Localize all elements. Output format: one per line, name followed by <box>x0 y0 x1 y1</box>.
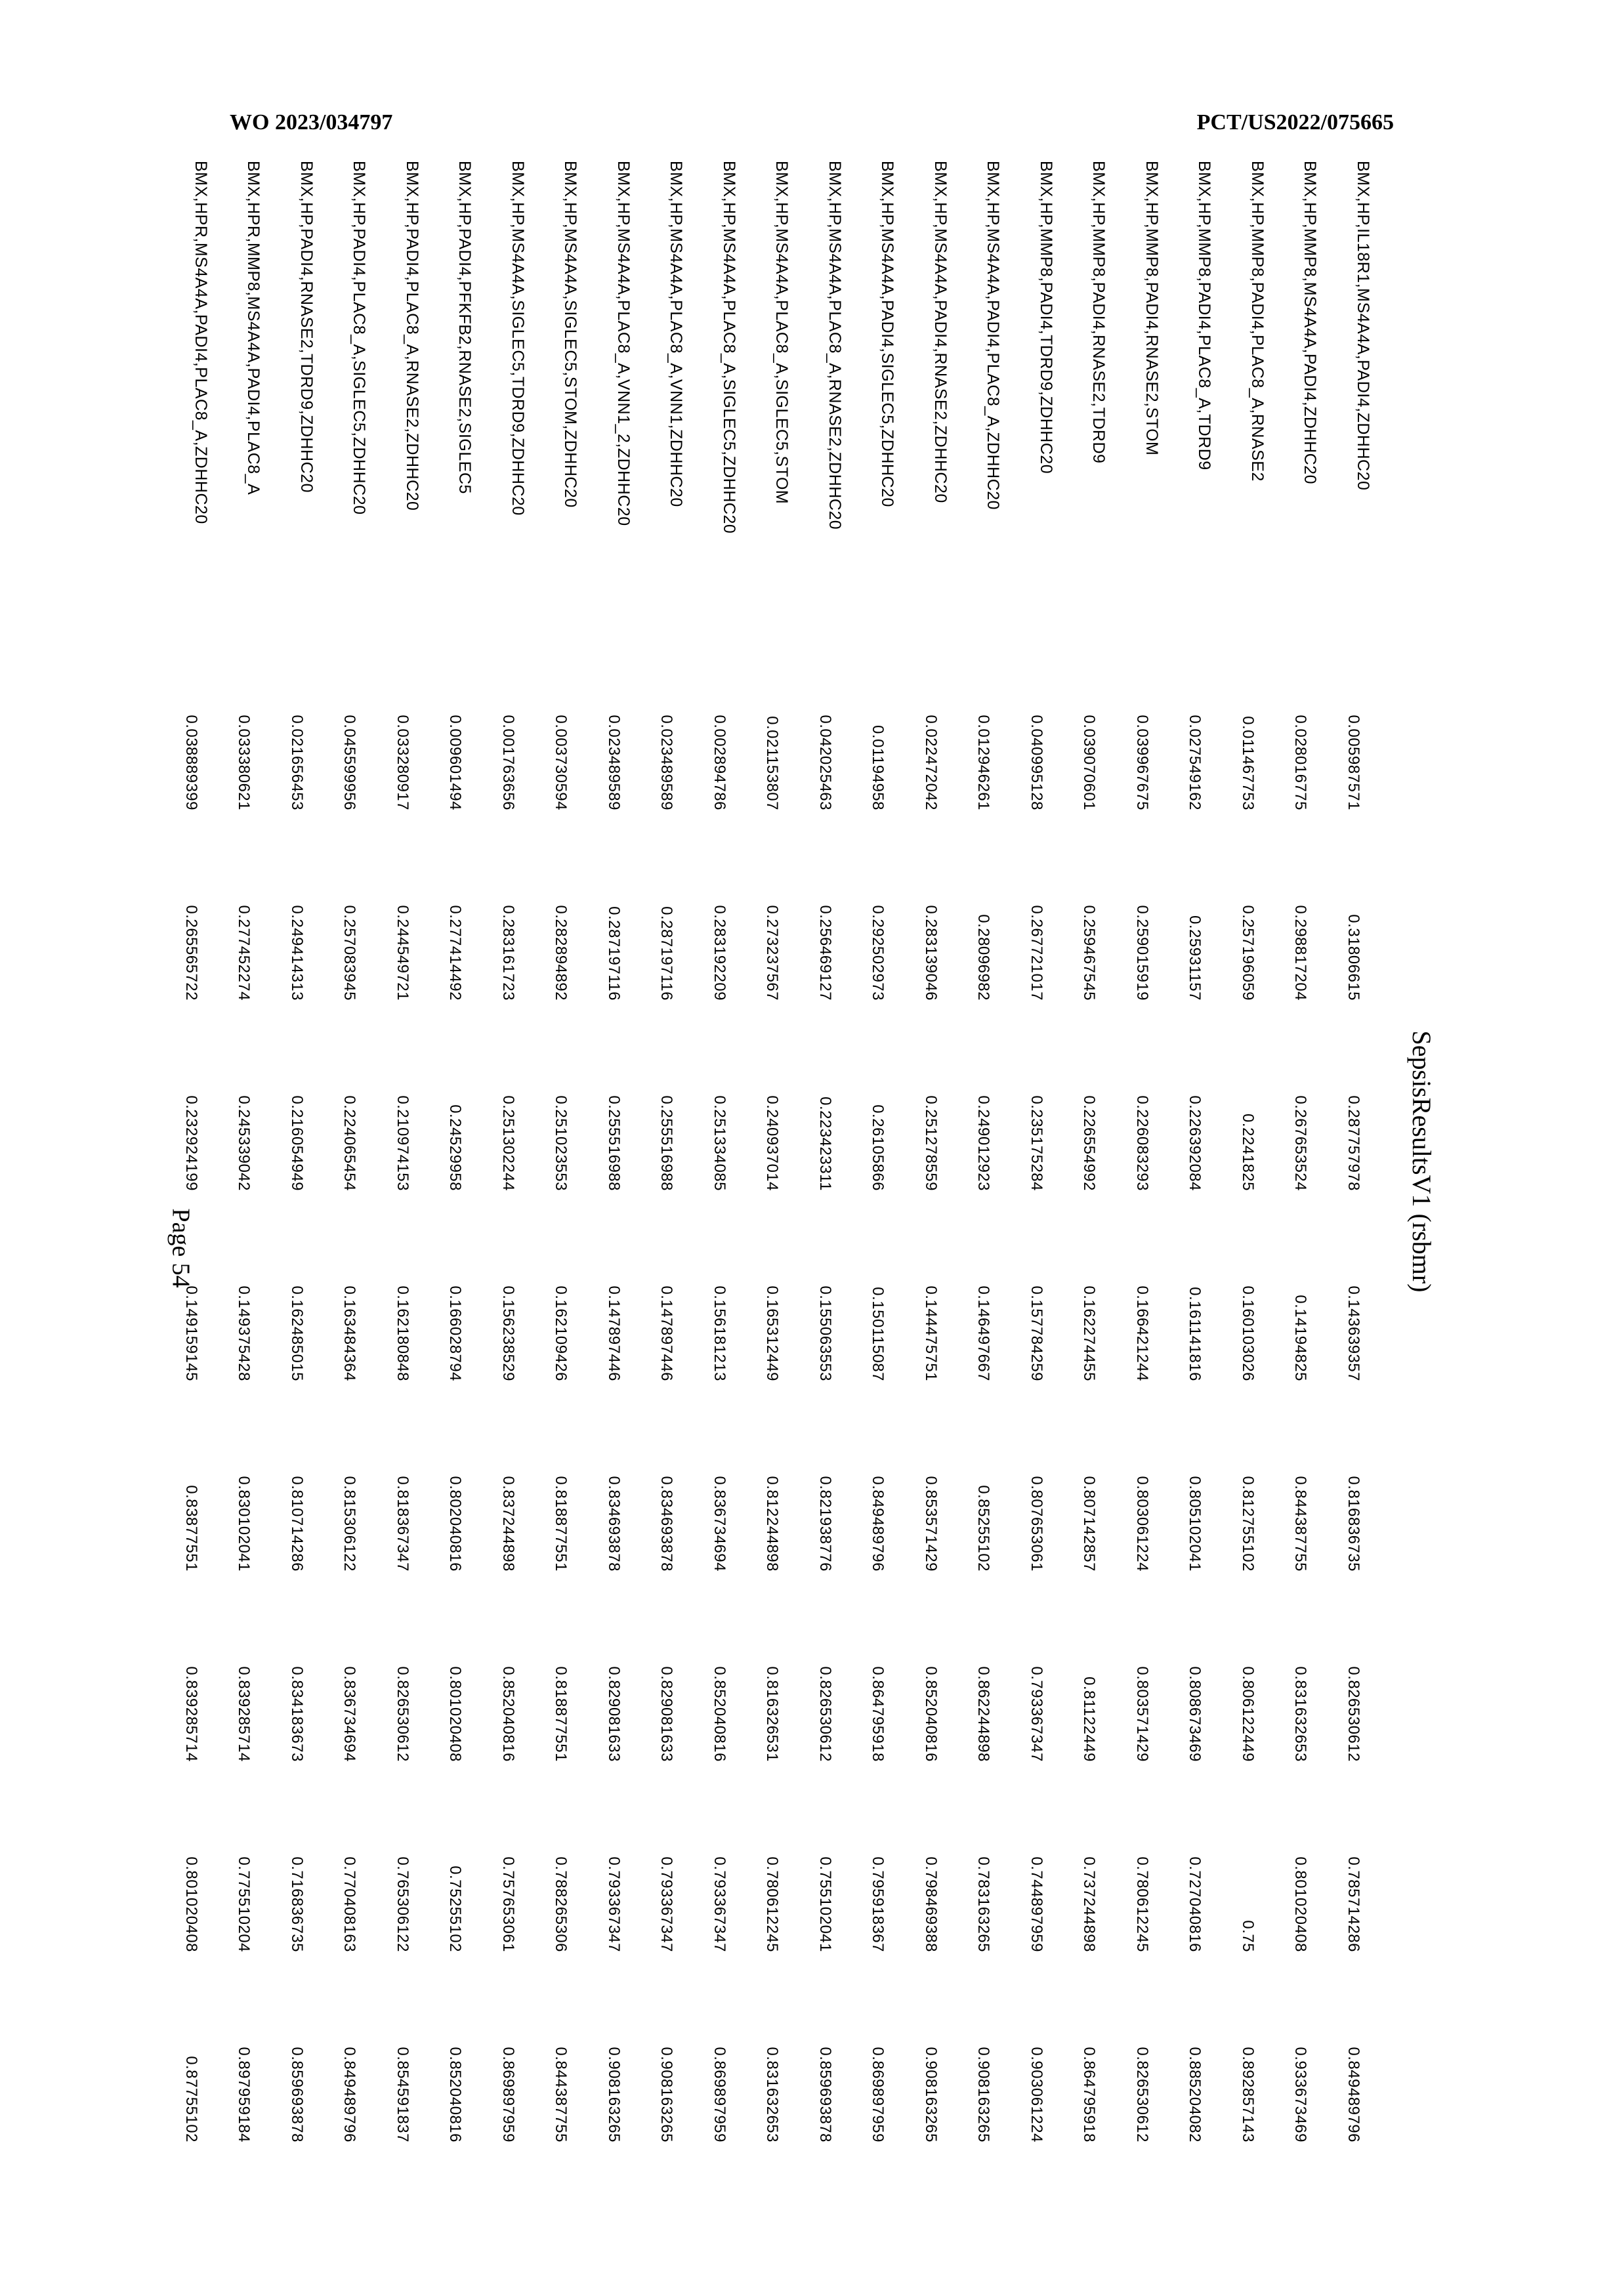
metric-value: 0.042025463 <box>816 715 834 810</box>
metric-value: 0.75 <box>1239 1920 1257 1952</box>
metric-value: 0.826530612 <box>1133 2047 1151 2142</box>
metric-value: 0.162109426 <box>552 1285 570 1381</box>
metric-value: 0.908163265 <box>922 2047 940 2142</box>
metric-value: 0.802040816 <box>446 1476 465 1572</box>
metric-value: 0.770408163 <box>341 1856 359 1952</box>
metric-value: 0.165312449 <box>763 1285 782 1381</box>
application-number: PCT/US2022/075665 <box>1196 110 1394 135</box>
metric-value: 0.859693878 <box>816 2047 834 2142</box>
metric-value: 0.801020408 <box>1292 1856 1310 1952</box>
metric-value: 0.147897446 <box>605 1285 623 1381</box>
table-row <box>1055 161 1108 2142</box>
metric-value: 0.040995128 <box>1028 715 1045 810</box>
gene-set-label: BMX,HP,MMP8,PADI4,RNASE2,STOM <box>1143 161 1161 456</box>
metric-value: 0.903061224 <box>1028 2047 1045 2142</box>
gene-set-label: BMX,HP,MS4A4A,PLAC8_A,VNN1_2,ZDHHC20 <box>614 161 633 526</box>
metric-value: 0.849489796 <box>1345 2047 1362 2142</box>
metric-value: 0.147897446 <box>658 1285 676 1381</box>
metric-value: 0.805102041 <box>1186 1476 1204 1572</box>
metric-value: 0.012946261 <box>975 715 993 810</box>
metric-value: 0.810714286 <box>288 1476 306 1572</box>
metric-value: 0.251023553 <box>552 1095 570 1191</box>
table-row <box>157 161 210 2142</box>
table-row <box>1160 161 1213 2142</box>
metric-value: 0.831632653 <box>1292 1666 1310 1762</box>
metric-value: 0.830102041 <box>235 1476 253 1572</box>
metric-value: 0.003730594 <box>552 715 570 810</box>
gene-set-label: BMX,HP,MMP8,MS4A4A,PADI4,ZDHHC20 <box>1301 161 1320 484</box>
metric-value: 0.256469127 <box>816 905 834 1001</box>
metric-value: 0.28096982 <box>975 914 993 1001</box>
metric-value: 0.24529958 <box>446 1104 465 1191</box>
metric-value: 0.853571429 <box>922 1476 940 1572</box>
gene-set-label: BMX,HP,PADI4,PLAC8_A,RNASE2,ZDHHC20 <box>403 161 421 511</box>
metric-value: 0.027549162 <box>1186 715 1204 810</box>
metric-value: 0.277452274 <box>235 905 253 1001</box>
gene-set-label: BMX,HP,MMP8,PADI4,TDRD9,ZDHHC20 <box>1037 161 1055 474</box>
metric-value: 0.826530612 <box>1345 1666 1362 1762</box>
metric-value: 0.257196059 <box>1239 905 1257 1001</box>
metric-value: 0.259015919 <box>1133 905 1151 1001</box>
metric-value: 0.85255102 <box>975 1485 993 1572</box>
metric-value: 0.162274455 <box>1080 1285 1099 1381</box>
metric-value: 0.852040816 <box>499 1666 517 1762</box>
metric-value: 0.021656453 <box>288 715 306 810</box>
metric-value: 0.273237567 <box>763 905 782 1001</box>
metric-value: 0.775510204 <box>235 1856 253 1952</box>
metric-value: 0.836734694 <box>711 1476 728 1572</box>
metric-value: 0.815306122 <box>341 1476 359 1572</box>
metric-value: 0.257083945 <box>341 905 359 1001</box>
metric-value: 0.277414492 <box>446 905 465 1001</box>
metric-value: 0.033280917 <box>394 715 411 810</box>
metric-value: 0.788265306 <box>552 1856 570 1952</box>
metric-value: 0.265565722 <box>182 905 200 1001</box>
metric-value: 0.160103026 <box>1239 1285 1257 1381</box>
gene-set-label: BMX,HP,MMP8,PADI4,RNASE2,TDRD9 <box>1089 161 1108 464</box>
metric-value: 0.849489796 <box>341 2047 359 2142</box>
metric-value: 0.245339042 <box>235 1095 253 1191</box>
metric-value: 0.839285714 <box>182 1666 200 1762</box>
metric-value: 0.021153807 <box>763 716 782 810</box>
table-title: SepsisResultsV1 (rsbmr) <box>1407 1030 1437 1293</box>
metric-value: 0.143639357 <box>1345 1285 1362 1381</box>
metric-value: 0.255516988 <box>658 1095 676 1191</box>
metric-value: 0.224065454 <box>341 1095 359 1191</box>
table-row <box>1108 161 1161 2142</box>
metric-value: 0.869897959 <box>711 2047 728 2142</box>
metric-value: 0.011467753 <box>1239 716 1257 810</box>
metric-value: 0.267721017 <box>1028 905 1045 1001</box>
page-number: Page 54 <box>167 1208 195 1288</box>
metric-value: 0.829081633 <box>605 1666 623 1762</box>
metric-value: 0.210974153 <box>394 1095 411 1191</box>
metric-value: 0.226392084 <box>1186 1095 1204 1191</box>
metric-value: 0.716836735 <box>288 1856 306 1952</box>
metric-value: 0.244549721 <box>394 905 411 1001</box>
metric-value: 0.897959184 <box>235 2047 253 2142</box>
metric-value: 0.803061224 <box>1133 1476 1151 1572</box>
metric-value: 0.744897959 <box>1028 1856 1045 1952</box>
gene-set-label: BMX,HP,MS4A4A,SIGLEC5,STOM,ZDHHC20 <box>561 161 580 508</box>
metric-value: 0.798469388 <box>922 1856 940 1952</box>
metric-value: 0.795918367 <box>869 1856 887 1952</box>
metric-value: 0.25931157 <box>1186 915 1204 1001</box>
metric-value: 0.826530612 <box>394 1666 411 1762</box>
gene-set-label: BMX,HP,MMP8,PADI4,PLAC8_A,TDRD9 <box>1195 161 1214 470</box>
metric-value: 0.249012923 <box>975 1095 993 1191</box>
metric-value: 0.149375428 <box>235 1285 253 1381</box>
metric-value: 0.727040816 <box>1186 1856 1204 1952</box>
metric-value: 0.146497667 <box>975 1285 993 1381</box>
metric-value: 0.793367347 <box>1028 1666 1045 1762</box>
metric-value: 0.150115087 <box>869 1287 887 1381</box>
table-row <box>262 161 316 2142</box>
metric-value: 0.808673469 <box>1186 1666 1204 1762</box>
table-row <box>949 161 1002 2142</box>
table-row <box>315 161 368 2142</box>
metric-value: 0.240937014 <box>763 1095 782 1191</box>
metric-value: 0.81122449 <box>1080 1676 1099 1762</box>
metric-value: 0.023489589 <box>605 715 623 810</box>
metric-value: 0.01194958 <box>869 724 887 810</box>
metric-value: 0.826530612 <box>816 1666 834 1762</box>
table-row <box>791 161 844 2142</box>
metric-value: 0.737244898 <box>1080 1856 1099 1952</box>
metric-value: 0.255516988 <box>605 1095 623 1191</box>
metric-value: 0.801020408 <box>182 1856 200 1952</box>
metric-value: 0.283192209 <box>711 905 728 1001</box>
metric-value: 0.818877551 <box>552 1476 570 1572</box>
metric-value: 0.852040816 <box>922 1666 940 1762</box>
metric-value: 0.829081633 <box>658 1666 676 1762</box>
metric-value: 0.298817204 <box>1292 905 1310 1001</box>
metric-value: 0.908163265 <box>605 2047 623 2142</box>
metric-value: 0.283139046 <box>922 905 940 1001</box>
metric-value: 0.166421244 <box>1133 1285 1151 1381</box>
publication-number: WO 2023/034797 <box>230 110 393 135</box>
table-row <box>685 161 738 2142</box>
metric-value: 0.226083293 <box>1133 1095 1151 1191</box>
table-row <box>526 161 579 2142</box>
metric-value: 0.844387755 <box>1292 1476 1310 1572</box>
table-row <box>738 161 791 2142</box>
gene-set-label: BMX,HP,MS4A4A,PADI4,SIGLEC5,ZDHHC20 <box>878 161 897 507</box>
gene-set-label: BMX,HP,PADI4,RNASE2,TDRD9,ZDHHC20 <box>297 161 316 493</box>
metric-value: 0.816836735 <box>1345 1476 1362 1572</box>
metric-value: 0.282894892 <box>552 905 570 1001</box>
metric-value: 0.864795918 <box>1080 2047 1099 2142</box>
metric-value: 0.793367347 <box>605 1856 623 1952</box>
metric-value: 0.83877551 <box>182 1485 200 1572</box>
metric-value: 0.807142857 <box>1080 1476 1099 1572</box>
metric-value: 0.783163265 <box>975 1856 993 1952</box>
metric-value: 0.844387755 <box>552 2047 570 2142</box>
metric-value: 0.26105866 <box>869 1104 887 1191</box>
metric-value: 0.765306122 <box>394 1856 411 1952</box>
metric-value: 0.045599956 <box>341 715 359 810</box>
gene-set-label: BMX,HP,IL18R1,MS4A4A,PADI4,ZDHHC20 <box>1354 161 1372 491</box>
metric-value: 0.908163265 <box>975 2047 993 2142</box>
metric-value: 0.144475751 <box>922 1285 940 1381</box>
metric-value: 0.039967675 <box>1133 715 1151 810</box>
table-row <box>1213 161 1267 2142</box>
metric-value: 0.028016775 <box>1292 715 1310 810</box>
metric-value: 0.287197116 <box>658 906 676 1001</box>
metric-value: 0.864795918 <box>869 1666 887 1762</box>
metric-value: 0.249414313 <box>288 905 306 1001</box>
metric-value: 0.31806615 <box>1345 914 1362 1001</box>
metric-value: 0.839285714 <box>235 1666 253 1762</box>
gene-set-label: BMX,HP,MS4A4A,PLAC8_A,SIGLEC5,ZDHHC20 <box>720 161 738 534</box>
metric-value: 0.834693878 <box>658 1476 676 1572</box>
table-row <box>1002 161 1055 2142</box>
metric-value: 0.022472042 <box>922 715 940 810</box>
metric-value: 0.161141816 <box>1186 1287 1204 1381</box>
metric-value: 0.009601494 <box>446 715 465 810</box>
gene-set-label: BMX,HP,MMP8,PADI4,PLAC8_A,RNASE2 <box>1248 161 1267 482</box>
metric-value: 0.859693878 <box>288 2047 306 2142</box>
table-row <box>579 161 633 2142</box>
metric-value: 0.162180848 <box>394 1285 411 1381</box>
metric-value: 0.755102041 <box>816 1856 834 1952</box>
metric-value: 0.287757978 <box>1345 1095 1362 1191</box>
metric-value: 0.785714286 <box>1345 1856 1362 1952</box>
metric-value: 0.156181213 <box>711 1285 728 1381</box>
metric-value: 0.854591837 <box>394 2047 411 2142</box>
metric-value: 0.892857143 <box>1239 2047 1257 2142</box>
metric-value: 0.251302244 <box>499 1095 517 1191</box>
metric-value: 0.885204082 <box>1186 2047 1204 2142</box>
table-row <box>632 161 685 2142</box>
metric-value: 0.162485015 <box>288 1285 306 1381</box>
table-row <box>474 161 527 2142</box>
gene-set-label: BMX,HPR,MMP8,MS4A4A,PADI4,PLAC8_A <box>244 161 263 495</box>
table-row <box>896 161 950 2142</box>
metric-value: 0.803571429 <box>1133 1666 1151 1762</box>
metric-value: 0.001763656 <box>499 715 517 810</box>
gene-set-label: BMX,HP,MS4A4A,PADI4,PLAC8_A,ZDHHC20 <box>984 161 1003 511</box>
metric-value: 0.149159145 <box>182 1285 200 1381</box>
metric-value: 0.259467545 <box>1080 905 1099 1001</box>
metric-value: 0.14194825 <box>1292 1295 1310 1381</box>
metric-value: 0.251334085 <box>711 1095 728 1191</box>
metric-value: 0.75255102 <box>446 1866 465 1952</box>
table-row <box>843 161 896 2142</box>
metric-value: 0.235175284 <box>1028 1095 1045 1191</box>
metric-value: 0.2241825 <box>1239 1114 1257 1191</box>
metric-value: 0.812755102 <box>1239 1476 1257 1572</box>
metric-value: 0.87755102 <box>182 2056 200 2142</box>
rotated-table-region <box>182 161 1437 2162</box>
metric-value: 0.002894786 <box>711 715 728 810</box>
results-table <box>157 161 1372 2142</box>
metric-value: 0.869897959 <box>499 2047 517 2142</box>
metric-value: 0.223423311 <box>816 1096 834 1191</box>
gene-set-label: BMX,HPR,MS4A4A,PADI4,PLAC8_A,ZDHHC20 <box>192 161 210 524</box>
metric-value: 0.806122449 <box>1239 1666 1257 1762</box>
table-row <box>209 161 262 2142</box>
metric-value: 0.287197116 <box>605 906 623 1001</box>
table-row <box>1266 161 1319 2142</box>
gene-set-label: BMX,HP,PADI4,PLAC8_A,SIGLEC5,ZDHHC20 <box>350 161 369 515</box>
metric-value: 0.849489796 <box>869 1476 887 1572</box>
metric-value: 0.837244898 <box>499 1476 517 1572</box>
metric-value: 0.793367347 <box>658 1856 676 1952</box>
gene-set-label: BMX,HP,PADI4,PFKFB2,RNASE2,SIGLEC5 <box>455 161 474 494</box>
metric-value: 0.869897959 <box>869 2047 887 2142</box>
metric-value: 0.852040816 <box>711 1666 728 1762</box>
table-row <box>421 161 474 2142</box>
metric-value: 0.232924199 <box>182 1095 200 1191</box>
gene-set-label: BMX,HP,MS4A4A,PLAC8_A,RNASE2,ZDHHC20 <box>826 161 844 530</box>
metric-value: 0.852040816 <box>446 2047 465 2142</box>
metric-value: 0.156238529 <box>499 1285 517 1381</box>
metric-value: 0.780612245 <box>1133 1856 1151 1952</box>
metric-value: 0.283161723 <box>499 905 517 1001</box>
metric-value: 0.801020408 <box>446 1666 465 1762</box>
metric-value: 0.226554992 <box>1080 1095 1099 1191</box>
metric-value: 0.793367347 <box>711 1856 728 1952</box>
metric-value: 0.163484364 <box>341 1285 359 1381</box>
metric-value: 0.155063553 <box>816 1285 834 1381</box>
metric-value: 0.038889399 <box>182 715 200 810</box>
metric-value: 0.780612245 <box>763 1856 782 1952</box>
metric-value: 0.908163265 <box>658 2047 676 2142</box>
metric-value: 0.023489589 <box>658 715 676 810</box>
metric-value: 0.039070601 <box>1080 715 1099 810</box>
gene-set-label: BMX,HP,MS4A4A,PLAC8_A,SIGLEC5,STOM <box>772 161 791 505</box>
metric-value: 0.251278559 <box>922 1095 940 1191</box>
gene-set-label: BMX,HP,MS4A4A,SIGLEC5,TDRD9,ZDHHC20 <box>509 161 527 516</box>
metric-value: 0.166028794 <box>446 1285 465 1381</box>
metric-value: 0.836734694 <box>341 1666 359 1762</box>
metric-value: 0.831632653 <box>763 2047 782 2142</box>
table-row <box>1319 161 1372 2142</box>
gene-set-label: BMX,HP,MS4A4A,PADI4,RNASE2,ZDHHC20 <box>931 161 950 503</box>
metric-value: 0.292502973 <box>869 905 887 1001</box>
metric-value: 0.862244898 <box>975 1666 993 1762</box>
metric-value: 0.033380621 <box>235 715 253 810</box>
metric-value: 0.216054949 <box>288 1095 306 1191</box>
metric-value: 0.807653061 <box>1028 1476 1045 1572</box>
metric-value: 0.757653061 <box>499 1856 517 1952</box>
gene-set-label: BMX,HP,MS4A4A,PLAC8_A,VNN1,ZDHHC20 <box>667 161 686 507</box>
metric-value: 0.267653524 <box>1292 1095 1310 1191</box>
metric-value: 0.812244898 <box>763 1476 782 1572</box>
metric-value: 0.933673469 <box>1292 2047 1310 2142</box>
metric-value: 0.818367347 <box>394 1476 411 1572</box>
metric-value: 0.834183673 <box>288 1666 306 1762</box>
metric-value: 0.816326531 <box>763 1666 782 1762</box>
table-row <box>368 161 421 2142</box>
metric-value: 0.821938776 <box>816 1476 834 1572</box>
metric-value: 0.157784259 <box>1028 1285 1045 1381</box>
metric-value: 0.818877551 <box>552 1666 570 1762</box>
metric-value: 0.834693878 <box>605 1476 623 1572</box>
metric-value: 0.005987571 <box>1345 715 1362 810</box>
